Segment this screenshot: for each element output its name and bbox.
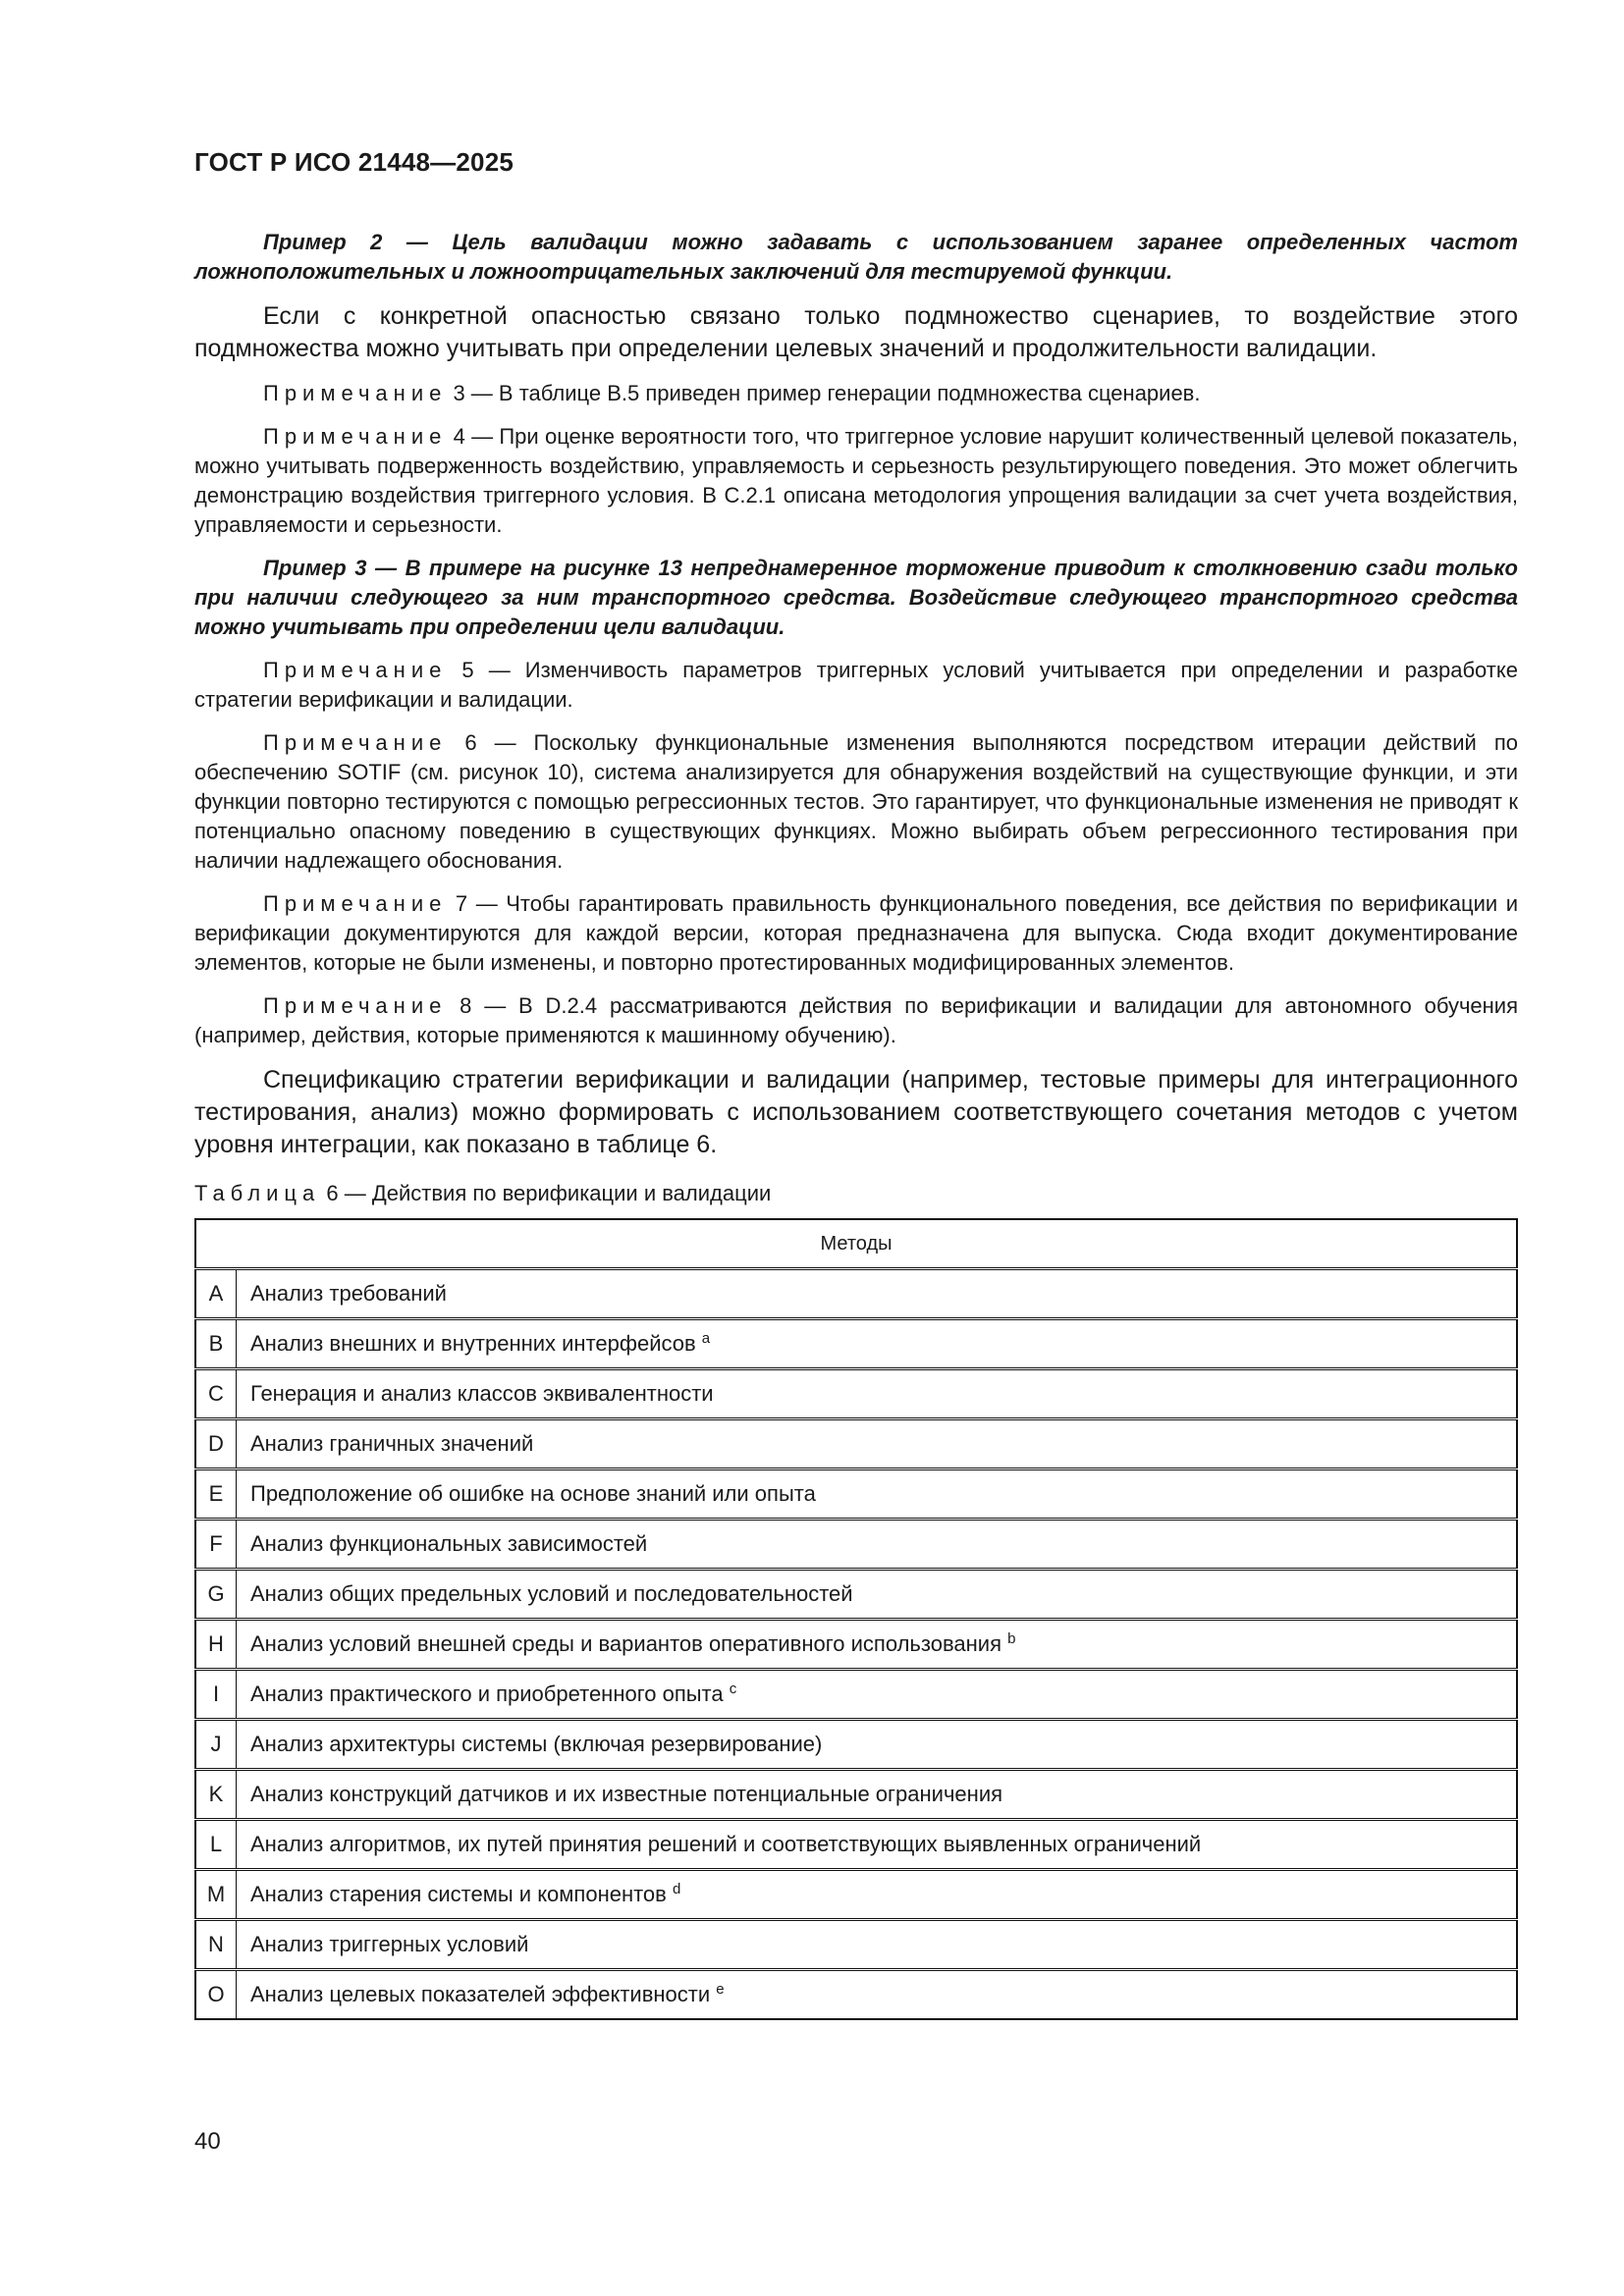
footnote-marker: c	[729, 1681, 737, 1697]
method-description	[237, 1720, 1518, 1770]
example-3: Пример 3 — В примере на рисунке 13 непреднамеренное торможение приводит к столкновению сзади только при наличии следующего за ним транспортного средства. Воздействие следующего транспортного средства можно учитывать при определении цели валидации.	[194, 556, 1518, 639]
method-description	[237, 1570, 1518, 1620]
method-text: Анализ условий внешней среды и вариантов оперативного использования	[250, 1631, 1008, 1656]
method-description	[237, 1670, 1518, 1720]
page-content	[194, 228, 1518, 2020]
note-3	[194, 379, 1518, 408]
method-code: D	[195, 1419, 237, 1469]
method-code: F	[195, 1520, 237, 1570]
table-row	[195, 1720, 1517, 1770]
method-description	[237, 1770, 1518, 1820]
method-code: M	[195, 1870, 237, 1920]
method-code: I	[195, 1670, 237, 1720]
table-row	[195, 1520, 1517, 1570]
method-description	[237, 1469, 1518, 1520]
method-code: C	[195, 1369, 237, 1419]
method-text: Анализ алгоритмов, их путей принятия решений и соответствующих выявленных ограничений	[250, 1832, 1202, 1856]
note-label: Примечание	[263, 730, 448, 755]
note-text: 6 — Поскольку функциональные изменения выполняются посредством итерации действий по обеспечению SOTIF (см. рисунок 10), система анализируется для обнаружения воздействий на существующие функции, и эти функции повторно тестируются с помощью регрессионных тестов. Это гарантирует, что функциональные изменения не приводят к потенциально опасному поведению в существующих функциях. Можно выбирать объем регрессионного тестирования при наличии надлежащего обоснования.	[194, 730, 1518, 873]
method-text: Предположение об ошибке на основе знаний или опыта	[250, 1481, 816, 1506]
method-description	[237, 1369, 1518, 1419]
table-row	[195, 1870, 1517, 1920]
method-text: Анализ требований	[250, 1281, 447, 1306]
table-row	[195, 1920, 1517, 1970]
table-row	[195, 1469, 1517, 1520]
table-caption-label: Таблица	[194, 1181, 321, 1205]
table-row	[195, 1820, 1517, 1870]
method-description	[237, 1269, 1518, 1319]
method-text: Генерация и анализ классов эквивалентности	[250, 1381, 714, 1406]
method-description	[237, 1870, 1518, 1920]
method-text: Анализ практического и приобретенного опыта	[250, 1682, 730, 1706]
document-header: ГОСТ Р ИСО 21448—2025	[194, 147, 514, 177]
method-description	[237, 1419, 1518, 1469]
table-row	[195, 1319, 1517, 1369]
table-caption-text: 6 — Действия по верификации и валидации	[320, 1181, 772, 1205]
body-paragraph-1: Если с конкретной опасностью связано только подмножество сценариев, то воздействие этого подмножества можно учитывать при определении целевых значений и продолжительности валидации.	[194, 302, 1518, 362]
table-header-row	[195, 1219, 1517, 1269]
note-5	[194, 656, 1518, 715]
method-text: Анализ функциональных зависимостей	[250, 1531, 648, 1556]
method-code: N	[195, 1920, 237, 1970]
method-text: Анализ триггерных условий	[250, 1932, 529, 1956]
method-description	[237, 1920, 1518, 1970]
method-text: Анализ конструкций датчиков и их известные потенциальные ограничения	[250, 1782, 1003, 1806]
method-text: Анализ граничных значений	[250, 1431, 534, 1456]
table-row	[195, 1369, 1517, 1419]
note-6	[194, 728, 1518, 876]
method-description	[237, 1520, 1518, 1570]
table-header-methods: Методы	[195, 1219, 1517, 1269]
note-text: 7 — Чтобы гарантировать правильность функционального поведения, все действия по верификации и верификации документируются для каждой версии, которая предназначена для выпуска. Сюда входит документирование элементов, которые не были изменены, и повторно протестированных модифицированных элементов.	[194, 891, 1518, 975]
page-number: 40	[194, 2128, 221, 2155]
method-code: A	[195, 1269, 237, 1319]
note-label: Примечание	[263, 381, 448, 405]
note-8	[194, 991, 1518, 1050]
body-paragraph-2: Спецификацию стратегии верификации и валидации (например, тестовые примеры для интеграционного тестирования, анализ) можно формировать с использованием соответствующего сочетания методов с учетом уровня интеграции, как показано в таблице 6.	[194, 1066, 1518, 1158]
note-label: Примечание	[263, 993, 448, 1018]
note-text: 4 — При оценке вероятности того, что триггерное условие нарушит количественный целевой показатель, можно учитывать подверженность воздействию, управляемость и серьезность результирующего поведения. Это может облегчить демонстрацию воздействия триггерного условия. В С.2.1 описана методология упрощения валидации за счет учета воздействия, управляемости и серьезности.	[194, 424, 1518, 537]
method-code: G	[195, 1570, 237, 1620]
note-label: Примечание	[263, 424, 448, 449]
table-row	[195, 1570, 1517, 1620]
method-text: Анализ внешних и внутренних интерфейсов	[250, 1331, 702, 1356]
footnote-marker: e	[716, 1981, 725, 1998]
method-description	[237, 1319, 1518, 1369]
note-text: 5 — Изменчивость параметров триггерных условий учитывается при определении и разработке стратегии верификации и валидации.	[194, 658, 1518, 712]
method-text: Анализ общих предельных условий и последовательностей	[250, 1581, 853, 1606]
method-code: J	[195, 1720, 237, 1770]
note-text: 3 — В таблице B.5 приведен пример генерации подмножества сценариев.	[447, 381, 1201, 405]
table-row	[195, 1670, 1517, 1720]
table-row	[195, 1269, 1517, 1319]
method-text: Анализ старения системы и компонентов	[250, 1882, 673, 1906]
table-row	[195, 1970, 1517, 2020]
method-code: B	[195, 1319, 237, 1369]
method-code: K	[195, 1770, 237, 1820]
method-text: Анализ архитектуры системы (включая резервирование)	[250, 1732, 823, 1756]
method-code: L	[195, 1820, 237, 1870]
table-row	[195, 1620, 1517, 1670]
method-description	[237, 1620, 1518, 1670]
footnote-marker: b	[1007, 1630, 1016, 1647]
methods-table	[194, 1218, 1518, 2020]
note-4	[194, 422, 1518, 540]
footnote-marker: a	[701, 1330, 711, 1347]
note-label: Примечание	[263, 658, 448, 682]
table-body	[195, 1269, 1517, 2020]
table-caption	[194, 1179, 1518, 1208]
note-label: Примечание	[263, 891, 448, 916]
table-row	[195, 1770, 1517, 1820]
method-code: O	[195, 1970, 237, 2020]
method-code: E	[195, 1469, 237, 1520]
note-text: 8 — В D.2.4 рассматриваются действия по верификации и валидации для автономного обучения (например, действия, которые применяются к машинному обучению).	[194, 993, 1518, 1047]
method-code: H	[195, 1620, 237, 1670]
table-row	[195, 1419, 1517, 1469]
note-7	[194, 889, 1518, 978]
footnote-marker: d	[672, 1881, 681, 1897]
method-text: Анализ целевых показателей эффективности	[250, 1982, 717, 2006]
method-description	[237, 1820, 1518, 1870]
method-description	[237, 1970, 1518, 2020]
example-2: Пример 2 — Цель валидации можно задавать с использованием заранее определенных частот ложноположительных и ложноотрицательных заключений для тестируемой функции.	[194, 230, 1518, 284]
